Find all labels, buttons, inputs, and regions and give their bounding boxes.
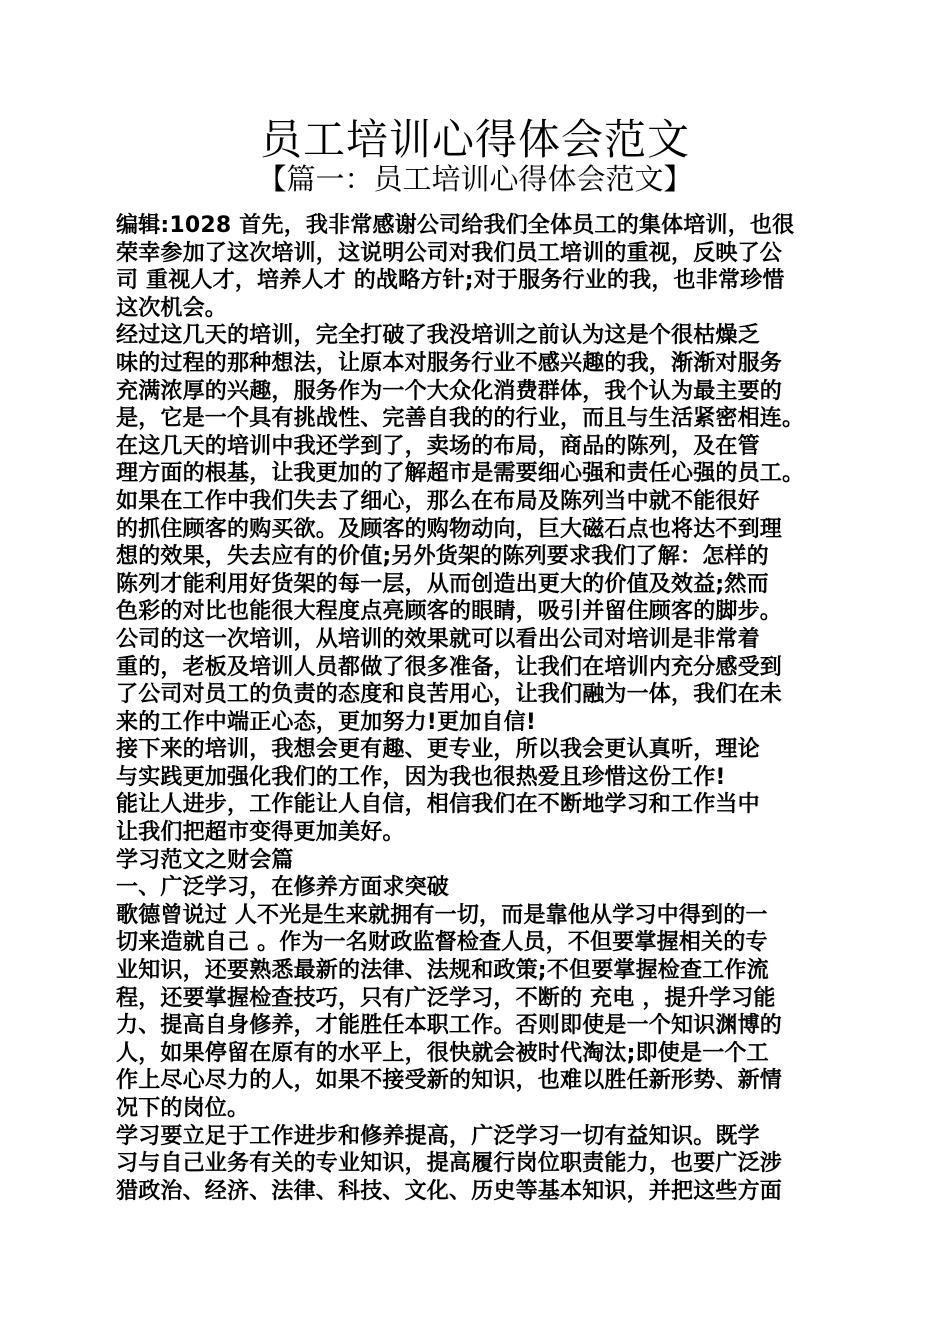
- body-text-line: 充满浓厚的兴趣，服务作为一个大众化消费群体，我个认为最主要的: [116, 378, 783, 404]
- body-text-line: 与实践更加强化我们的工作，因为我也很热爱且珍惜这份工作!: [116, 764, 726, 790]
- body-text-line: 猎政治、经济、法律、科技、文化、历史等基本知识，并把这些方面: [116, 1178, 783, 1204]
- body-text-line: 习与自己业务有关的专业知识，提高履行岗位职责能力，也要广泛涉: [116, 1151, 783, 1177]
- body-text-line: 如果在工作中我们失去了细心，那么在布局及陈列当中就不能很好: [116, 488, 760, 514]
- body-text-line: 况下的岗位。: [116, 1096, 250, 1121]
- document-body: [116, 212, 856, 1205]
- body-text-line: 切来造就自己 。作为一名财政监督检查人员，不但要掌握相关的专: [116, 930, 768, 956]
- body-text-line: 在这几天的培训中我还学到了，卖场的布局，商品的陈列，及在管: [116, 433, 760, 459]
- body-text-line: 陈列才能利用好货架的每一层，从而创造出更大的价值及效益;然而: [116, 571, 769, 597]
- body-text-line: 学习要立足于工作进步和修养提高，广泛学习一切有益知识。既学: [116, 1123, 760, 1149]
- body-text-line: 作上尽心尽力的人，如果不接受新的知识，也难以胜任新形势、新情: [116, 1068, 783, 1094]
- body-text-line: 来的工作中端正心态，更加努力!更加自信!: [116, 709, 537, 735]
- body-text-line: 理方面的根基，让我更加的了解超市是需要细心强和责任心强的员工。: [116, 461, 805, 487]
- body-text-line: 色彩的对比也能很大程度点亮顾客的眼睛，吸引并留住顾客的脚步。: [116, 599, 783, 625]
- body-text-line: 歌德曾说过 人不光是生来就拥有一切，而是靠他从学习中得到的一: [116, 902, 768, 928]
- body-text-line: 是，它是一个具有挑战性、完善自我的的行业，而且与生活紧密相连。: [116, 406, 805, 432]
- body-text-line: 重的，老板及培训人员都做了很多准备，让我们在培训内充分感受到: [116, 654, 783, 680]
- body-text-line: 司 重视人才，培养人才 的战略方针;对于服务行业的我，也非常珍惜: [116, 268, 785, 294]
- body-text-line: 接下来的培训，我想会更有趣、更专业，所以我会更认真听，理论: [116, 737, 760, 763]
- body-text-line: 业知识，还要熟悉最新的法律、法规和政策;不但要掌握检查工作流: [116, 958, 769, 984]
- body-text-line: 荣幸参加了这次培训，这说明公司对我们员工培训的重视，反映了公: [116, 240, 783, 266]
- body-text-line: 能让人进步，工作能让人自信，相信我们在不断地学习和工作当中: [116, 792, 760, 818]
- body-text-line: 味的过程的那种想法，让原本对服务行业不感兴趣的我，渐渐对服务: [116, 350, 783, 376]
- body-text-line: 学习范文之财会篇: [116, 847, 294, 873]
- body-text-line: 这次机会。: [116, 295, 228, 321]
- body-text-line: 经过这几天的培训，完全打破了我没培训之前认为这是个很枯燥乏: [116, 323, 760, 349]
- body-text-line: 人，如果停留在原有的水平上，很快就会被时代淘汰;即使是一个工: [116, 1040, 769, 1066]
- body-text-line: 让我们把超市变得更加美好。: [116, 820, 405, 846]
- body-text-line: 力、提高自身修养，才能胜任本职工作。否则即使是一个知识渊博的: [116, 1013, 783, 1039]
- document-subtitle: 【篇一：员工培训心得体会范文】: [257, 162, 693, 196]
- body-text-line: 的抓住顾客的购买欲。及顾客的购物动向，巨大磁石点也将达不到理: [116, 516, 783, 542]
- body-text-line: 公司的这一次培训，从培训的效果就可以看出公司对培训是非常着: [116, 626, 760, 652]
- body-text-line: 想的效果，失去应有的价值;另外货架的陈列要求我们了解：怎样的: [116, 544, 769, 570]
- body-text-line: 程，还要掌握检查技巧，只有广泛学习，不断的 充电 ，提升学习能: [116, 985, 776, 1011]
- body-text-line: 一、广泛学习，在修养方面求突破: [116, 875, 450, 901]
- body-text-line: 了公司对员工的负责的态度和良苦用心，让我们融为一体，我们在未: [116, 682, 783, 708]
- body-text-line: 编辑:1028 首先，我非常感谢公司给我们全体员工的集体培训，也很: [116, 213, 795, 238]
- document-title: 员工培训心得体会范文: [259, 115, 690, 164]
